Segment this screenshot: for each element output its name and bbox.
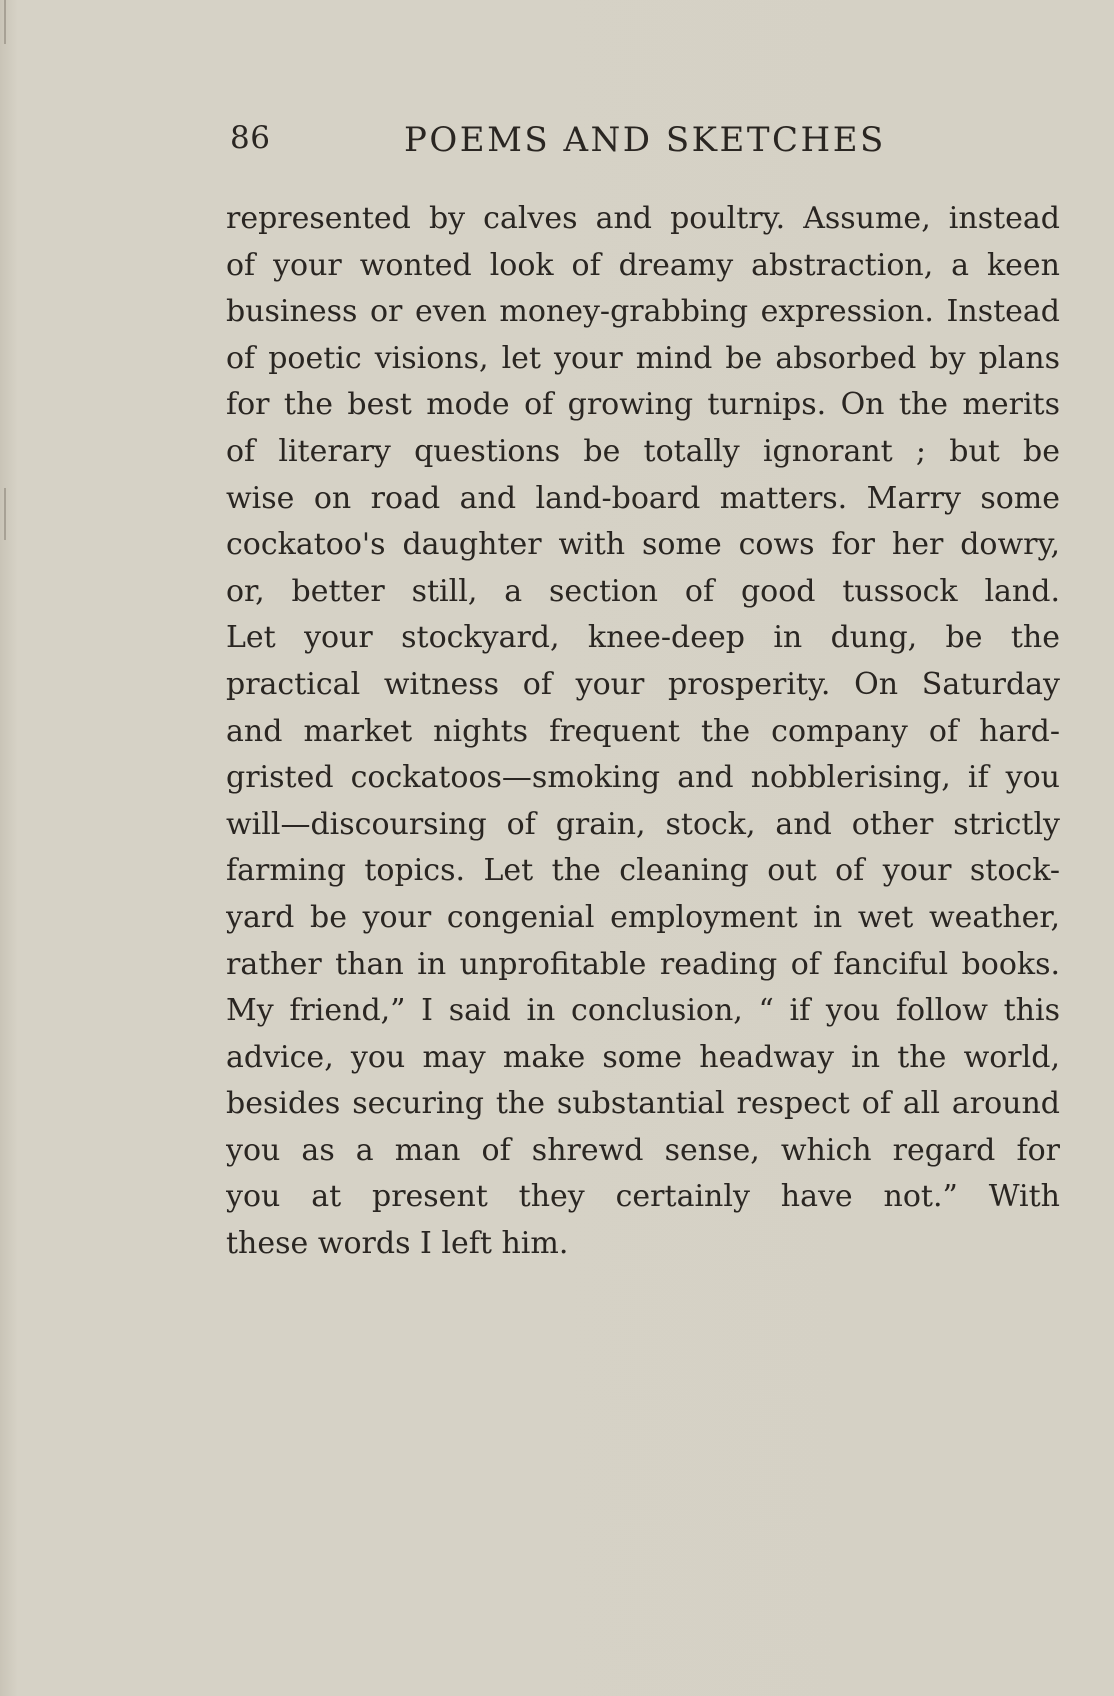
text-line: or, better still, a section of good tussock land. <box>226 573 1060 609</box>
text-line: of literary questions be totally ignorant ; but be <box>226 433 1060 469</box>
text-line: Let your stockyard, knee-deep in dung, be the <box>226 620 1060 656</box>
text-line: practical witness of your prosperity. On Saturday <box>226 666 1060 702</box>
text-line: and market nights frequent the company of hard- <box>226 713 1060 749</box>
text-line: besides securing the substantial respect of all around <box>226 1086 1060 1122</box>
page-edge-mark <box>4 488 6 540</box>
text-line: you as a man of shrewd sense, which regard for <box>226 1132 1060 1168</box>
text-line: rather than in unprofitable reading of fanciful books. <box>226 946 1060 982</box>
text-line: My friend,” I said in conclusion, “ if you follow this <box>226 993 1060 1029</box>
text-line: farming topics. Let the cleaning out of your stock- <box>226 853 1060 889</box>
text-line: of poetic visions, let your mind be absorbed by plans <box>226 340 1060 376</box>
text-line: gristed cockatoos—smoking and nobblerising, if you <box>226 760 1060 796</box>
text-line: for the best mode of growing turnips. On the merits <box>226 387 1060 423</box>
page-edge-mark <box>4 0 6 44</box>
text-line: will—discoursing of grain, stock, and other strictly <box>226 806 1060 842</box>
text-line: represented by calves and poultry. Assume, instead <box>226 201 1060 236</box>
text-line: cockatoo's daughter with some cows for her dowry, <box>226 527 1060 563</box>
text-line: wise on road and land-board matters. Marry some <box>226 480 1060 516</box>
body-text <box>226 196 1060 1268</box>
page-number: 86 <box>230 120 271 156</box>
text-line-last: these words I left him. <box>226 1226 569 1262</box>
text-line: of your wonted look of dreamy abstraction, a keen <box>226 247 1060 283</box>
text-line: business or even money-grabbing expression. Instead <box>226 294 1060 330</box>
running-head <box>226 112 1060 164</box>
text-line: yard be your congenial employment in wet weather, <box>226 899 1060 935</box>
text-line: you at present they certainly have not.” With <box>226 1179 1060 1215</box>
text-line: advice, you may make some headway in the world, <box>226 1039 1060 1075</box>
running-title: POEMS AND SKETCHES <box>404 120 886 160</box>
